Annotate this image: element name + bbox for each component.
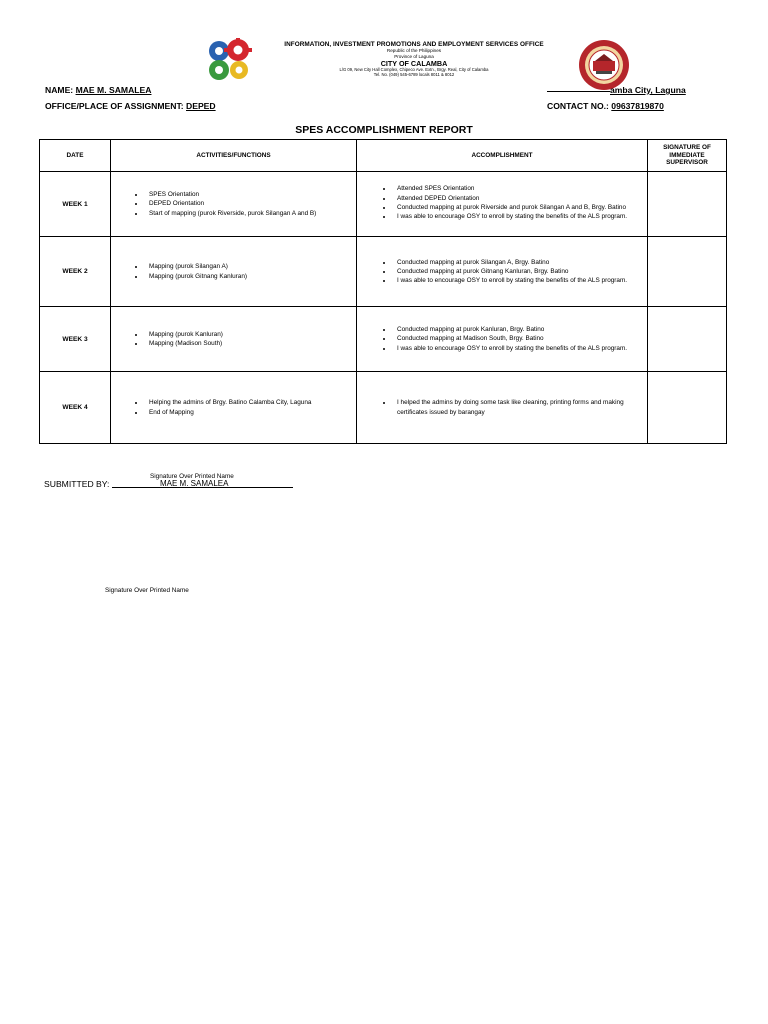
list-item: • I was able to encourage OSY to enroll by stating the benefits of the ALS program. — [393, 212, 635, 221]
address-obscured — [547, 85, 610, 92]
list-item: • I helped the admins by doing some task like cleaning, printing forms and making certificates issued by barangay — [393, 398, 635, 417]
list-item: • Conducted mapping at purok Gitnang Kanluran, Brgy. Batino — [393, 267, 635, 276]
list-item: • Conducted mapping at purok Silangan A, Brgy. Batino — [393, 258, 635, 267]
signature-caption-top: Signature Over Printed Name — [150, 473, 234, 480]
accomplishment-cell — [357, 237, 648, 307]
accomplishment-cell — [357, 372, 648, 444]
week-cell: WEEK 1 — [40, 172, 111, 237]
republic-line: Republic of the Philippines — [386, 48, 442, 54]
table-row — [40, 307, 727, 372]
list-item: • Conducted mapping at purok Kanluran, Brgy. Batino — [393, 325, 635, 334]
table-row — [40, 237, 727, 307]
signature-cell — [648, 307, 727, 372]
office-row — [45, 101, 216, 111]
address-line: L/G 09, New City Hall Complex, Chipeco Ave. Extn., Brgy. Real, City of Calamba — [339, 67, 489, 73]
list-item: • Mapping (purok Silangan A) — [145, 262, 356, 271]
list-item: • I was able to encourage OSY to enroll by stating the benefits of the ALS program. — [393, 276, 635, 285]
week-cell: WEEK 4 — [40, 372, 111, 444]
office-value: DEPED — [186, 101, 216, 111]
list-item: • I was able to encourage OSY to enroll by stating the benefits of the ALS program. — [393, 344, 635, 353]
accomplishment-table — [39, 139, 727, 444]
province-line: Province of Laguna — [394, 53, 434, 59]
activities-cell — [111, 237, 357, 307]
submitted-name: MAE M. SAMALEA — [160, 479, 229, 488]
address-value: amba City, Laguna — [610, 85, 686, 95]
name-value: MAE M. SAMALEA — [75, 85, 152, 95]
table-row — [40, 172, 727, 237]
activities-cell — [111, 307, 357, 372]
tel-line: Tel. No. (049) 545-6789 locals 8011 & 8012 — [373, 72, 455, 78]
list-item: • Conducted mapping at Madison South, Brgy. Batino — [393, 334, 635, 343]
city-seal-icon — [578, 39, 630, 91]
list-item: • Attended DEPED Orientation — [393, 194, 635, 203]
week-cell: WEEK 3 — [40, 307, 111, 372]
activities-cell — [111, 372, 357, 444]
signature-cell — [648, 237, 727, 307]
list-item: • Start of mapping (purok Riverside, purok Silangan A and B) — [145, 209, 356, 218]
list-item: • Mapping (purok Kanluran) — [145, 330, 356, 339]
office-label: OFFICE/PLACE OF ASSIGNMENT: — [45, 101, 184, 111]
table-row — [40, 372, 727, 444]
name-row — [45, 85, 151, 95]
header-activities: ACTIVITIES/FUNCTIONS — [111, 140, 357, 172]
contact-value: 09637819870 — [611, 101, 664, 111]
list-item: • Helping the admins of Brgy. Batino Calamba City, Laguna — [145, 398, 356, 407]
signature-cell — [648, 172, 727, 237]
accomplishment-cell — [357, 172, 648, 237]
header-date: DATE — [40, 140, 111, 172]
list-item: • DEPED Orientation — [145, 199, 356, 208]
office-title: INFORMATION, INVESTMENT PROMOTIONS AND EMPLOYMENT SERVICES OFFICE — [284, 41, 544, 48]
office-header — [262, 41, 566, 78]
submitted-label: SUBMITTED BY: — [44, 479, 110, 489]
list-item: • Mapping (purok Gitnang Kanluran) — [145, 272, 356, 281]
header-signature: SIGNATURE OF IMMEDIATE SUPERVISOR — [648, 140, 727, 172]
list-item: • SPES Orientation — [145, 190, 356, 199]
contact-row — [547, 101, 664, 111]
activities-cell — [111, 172, 357, 237]
header-accomplishment: ACCOMPLISHMENT — [357, 140, 648, 172]
signature-caption-bottom: Signature Over Printed Name — [105, 587, 189, 594]
table-header-row — [40, 140, 727, 172]
list-item: • End of Mapping — [145, 408, 356, 417]
city-line: CITY OF CALAMBA — [380, 58, 448, 68]
week-cell: WEEK 2 — [40, 237, 111, 307]
list-item: • Conducted mapping at purok Riverside and purok Silangan A and B, Brgy. Batino — [393, 203, 635, 212]
signature-cell — [648, 372, 727, 444]
accomplishment-cell — [357, 307, 648, 372]
list-item: • Mapping (Madison South) — [145, 339, 356, 348]
name-label: NAME: — [45, 85, 74, 95]
contact-label: CONTACT NO.: — [547, 101, 609, 111]
address-row — [547, 85, 737, 95]
report-title: SPES ACCOMPLISHMENT REPORT — [295, 124, 473, 136]
list-item: • Attended SPES Orientation — [393, 184, 635, 193]
iipeso-gears-logo — [205, 38, 255, 82]
